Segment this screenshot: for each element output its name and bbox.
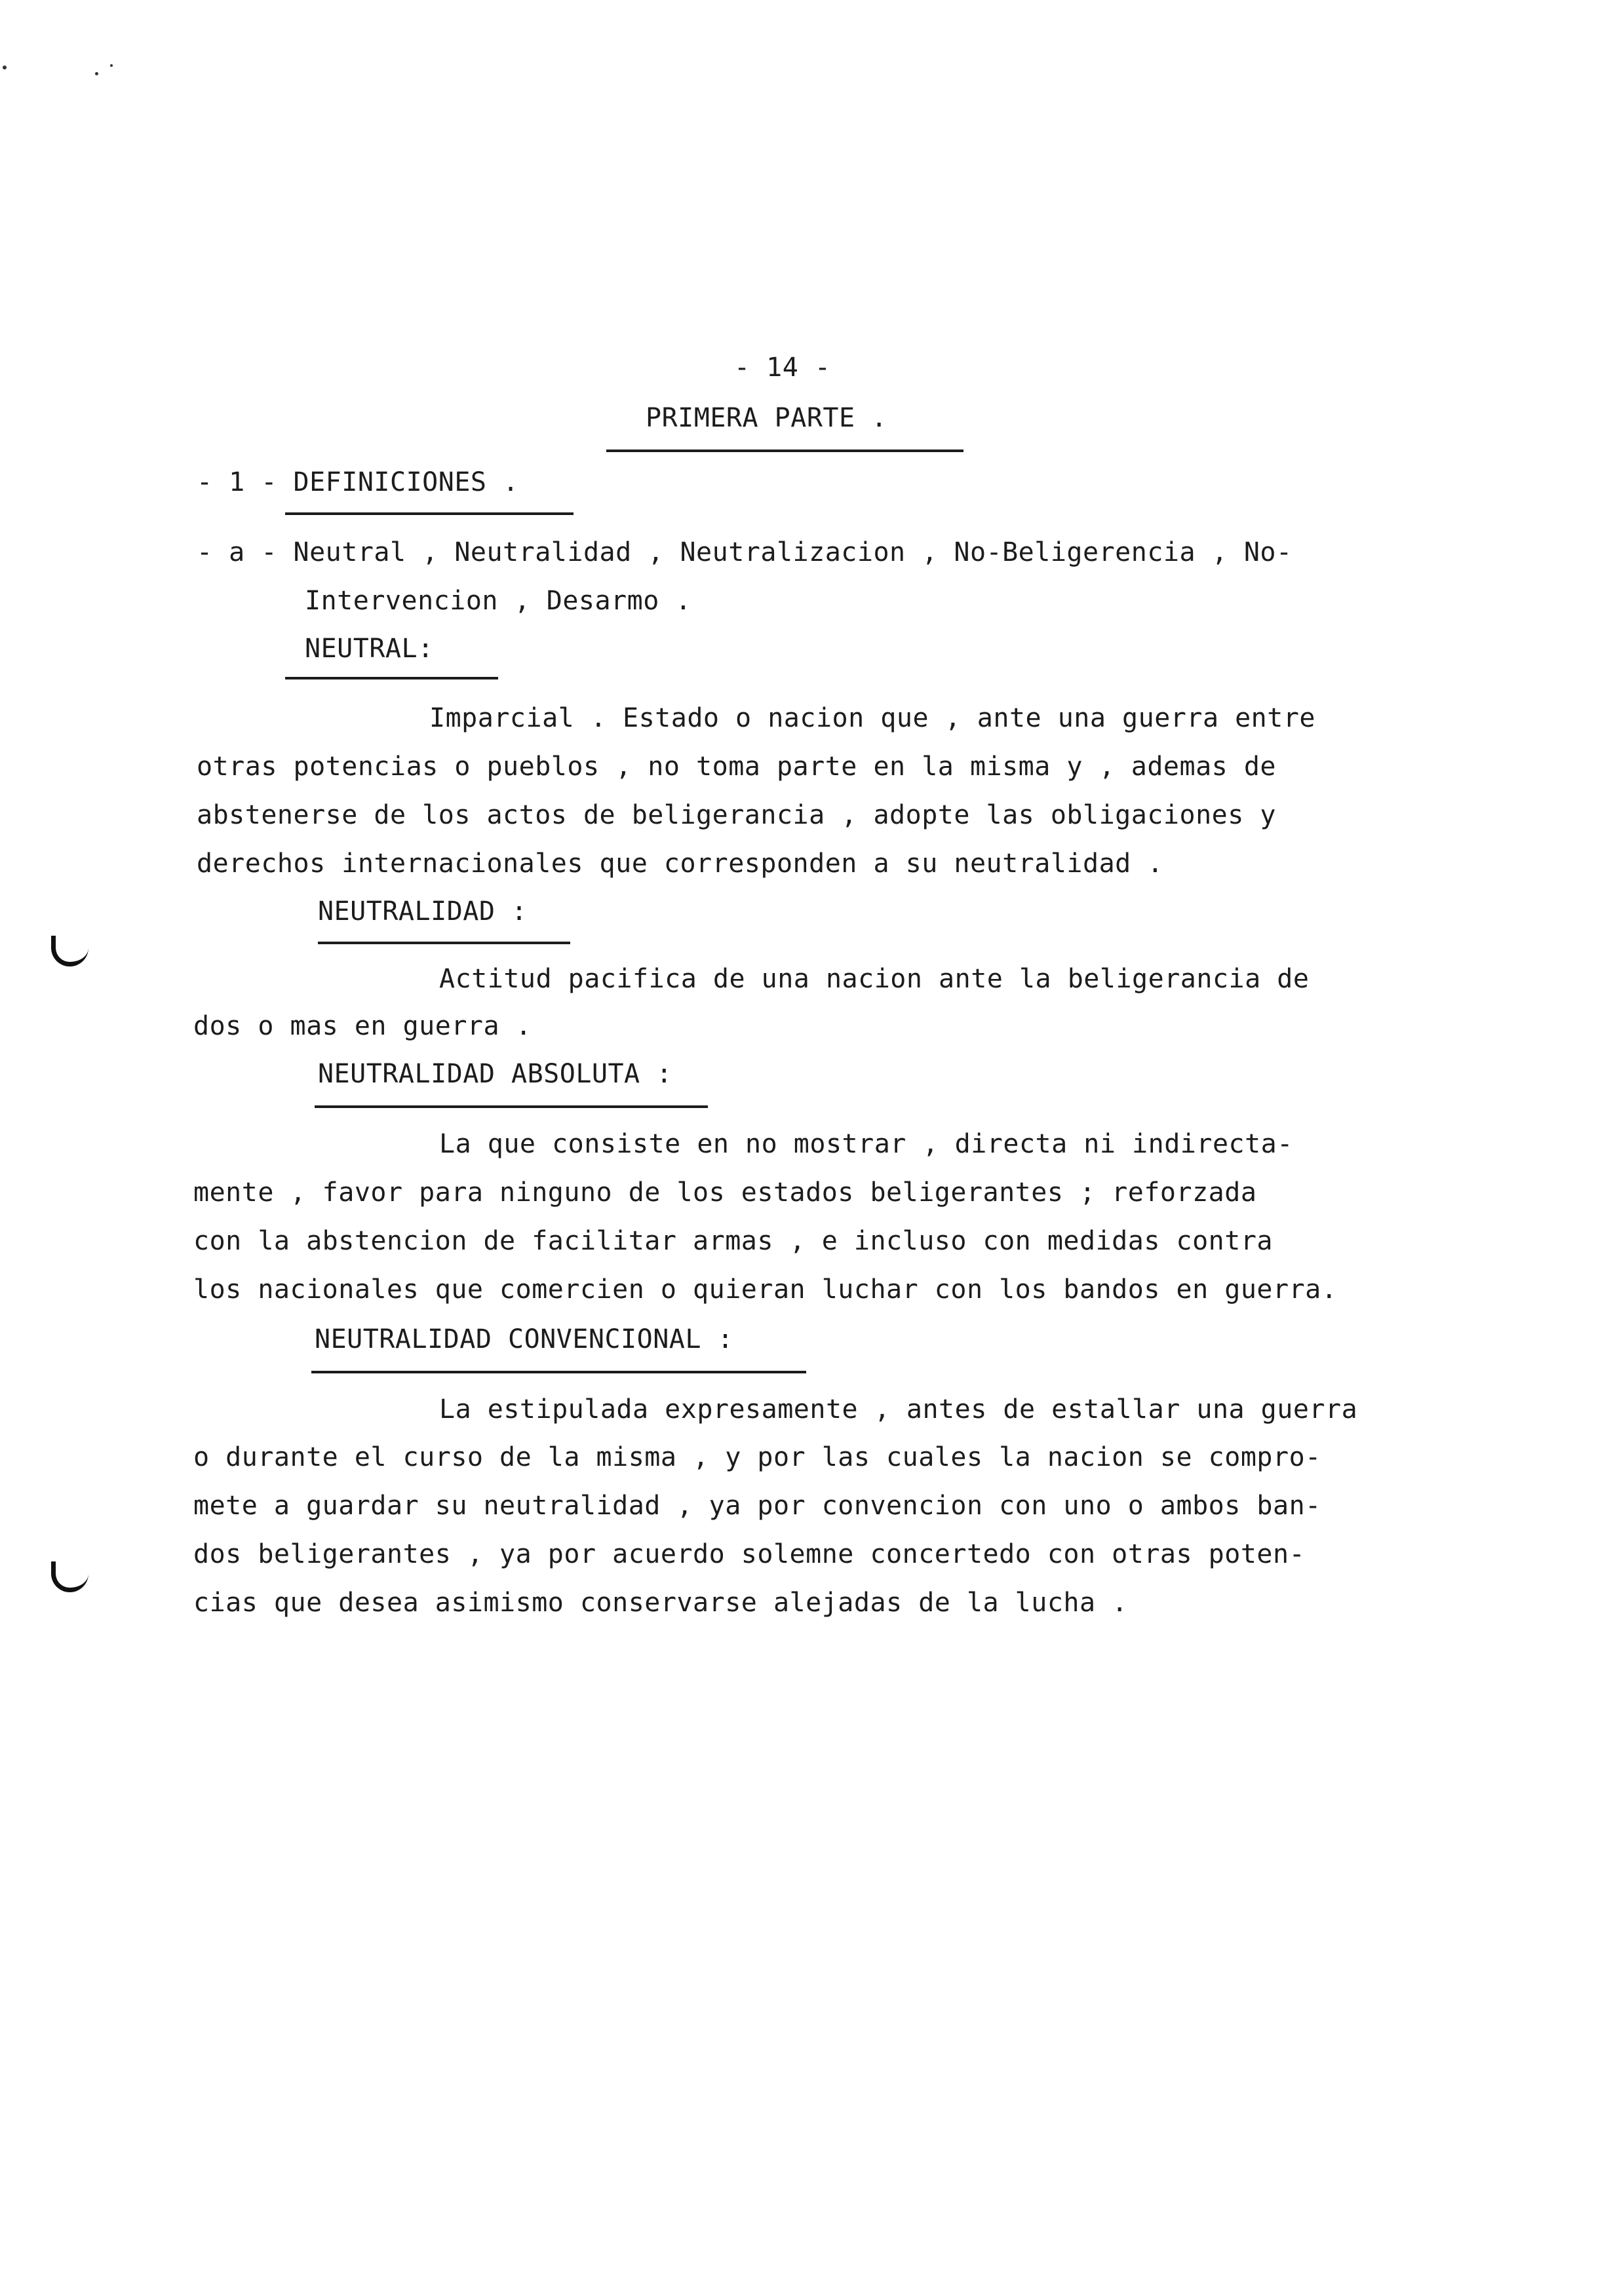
entry-line: cias que desea asimismo conservarse alejadas de la lucha . bbox=[193, 1588, 1128, 1618]
entry-line: La estipulada expresamente , antes de estallar una guerra bbox=[439, 1394, 1358, 1425]
scan-speck bbox=[110, 64, 113, 67]
subsection-line-1: - a - Neutral , Neutralidad , Neutralizacion , No-Beligerencia , No- bbox=[197, 537, 1293, 567]
entry-line: mente , favor para ninguno de los estados beligerantes ; reforzada bbox=[193, 1177, 1257, 1208]
entry-line: Imparcial . Estado o nacion que , ante una guerra entre bbox=[429, 703, 1316, 733]
scan-speck bbox=[3, 66, 7, 69]
entry-line: los nacionales que comercien o quieran luchar con los bandos en guerra. bbox=[193, 1274, 1338, 1305]
scan-speck bbox=[95, 72, 98, 75]
entry-line: mete a guardar su neutralidad , ya por convencion con uno o ambos ban- bbox=[193, 1491, 1321, 1521]
entry-line: otras potencias o pueblos , no toma parte en la misma y , ademas de bbox=[197, 752, 1276, 782]
entry-line: o durante el curso de la misma , y por las cuales la nacion se compro- bbox=[193, 1442, 1321, 1472]
entry-heading-neutral: NEUTRAL: bbox=[305, 634, 434, 664]
subsection-line-2: Intervencion , Desarmo . bbox=[305, 586, 691, 616]
entry-line: dos o mas en guerra . bbox=[193, 1011, 532, 1041]
entry-heading-underline bbox=[285, 677, 498, 679]
entry-heading-underline bbox=[311, 1371, 806, 1373]
entry-heading-underline bbox=[318, 942, 570, 944]
entry-heading-neutralidad-convencional: NEUTRALIDAD CONVENCIONAL : bbox=[315, 1324, 734, 1354]
entry-heading-neutralidad: NEUTRALIDAD : bbox=[318, 896, 528, 927]
section-heading: - 1 - DEFINICIONES . bbox=[197, 467, 519, 497]
entry-line: Actitud pacifica de una nacion ante la beligerancia de bbox=[439, 964, 1310, 994]
page-number: - 14 - bbox=[734, 353, 831, 383]
entry-heading-underline bbox=[315, 1105, 708, 1108]
entry-line: derechos internacionales que corresponden a su neutralidad . bbox=[197, 849, 1163, 879]
part-title: PRIMERA PARTE . bbox=[646, 403, 887, 433]
entry-line: abstenerse de los actos de beligerancia , adopte las obligaciones y bbox=[197, 800, 1276, 830]
section-underline bbox=[285, 512, 574, 515]
part-title-underline bbox=[606, 450, 963, 452]
entry-line: La que consiste en no mostrar , directa ni indirecta- bbox=[439, 1129, 1293, 1159]
margin-binding-mark bbox=[51, 1561, 88, 1592]
margin-binding-mark bbox=[51, 936, 88, 966]
entry-line: dos beligerantes , ya por acuerdo solemne concertedo con otras poten- bbox=[193, 1539, 1306, 1569]
entry-heading-neutralidad-absoluta: NEUTRALIDAD ABSOLUTA : bbox=[318, 1059, 672, 1089]
entry-line: con la abstencion de facilitar armas , e incluso con medidas contra bbox=[193, 1226, 1273, 1256]
